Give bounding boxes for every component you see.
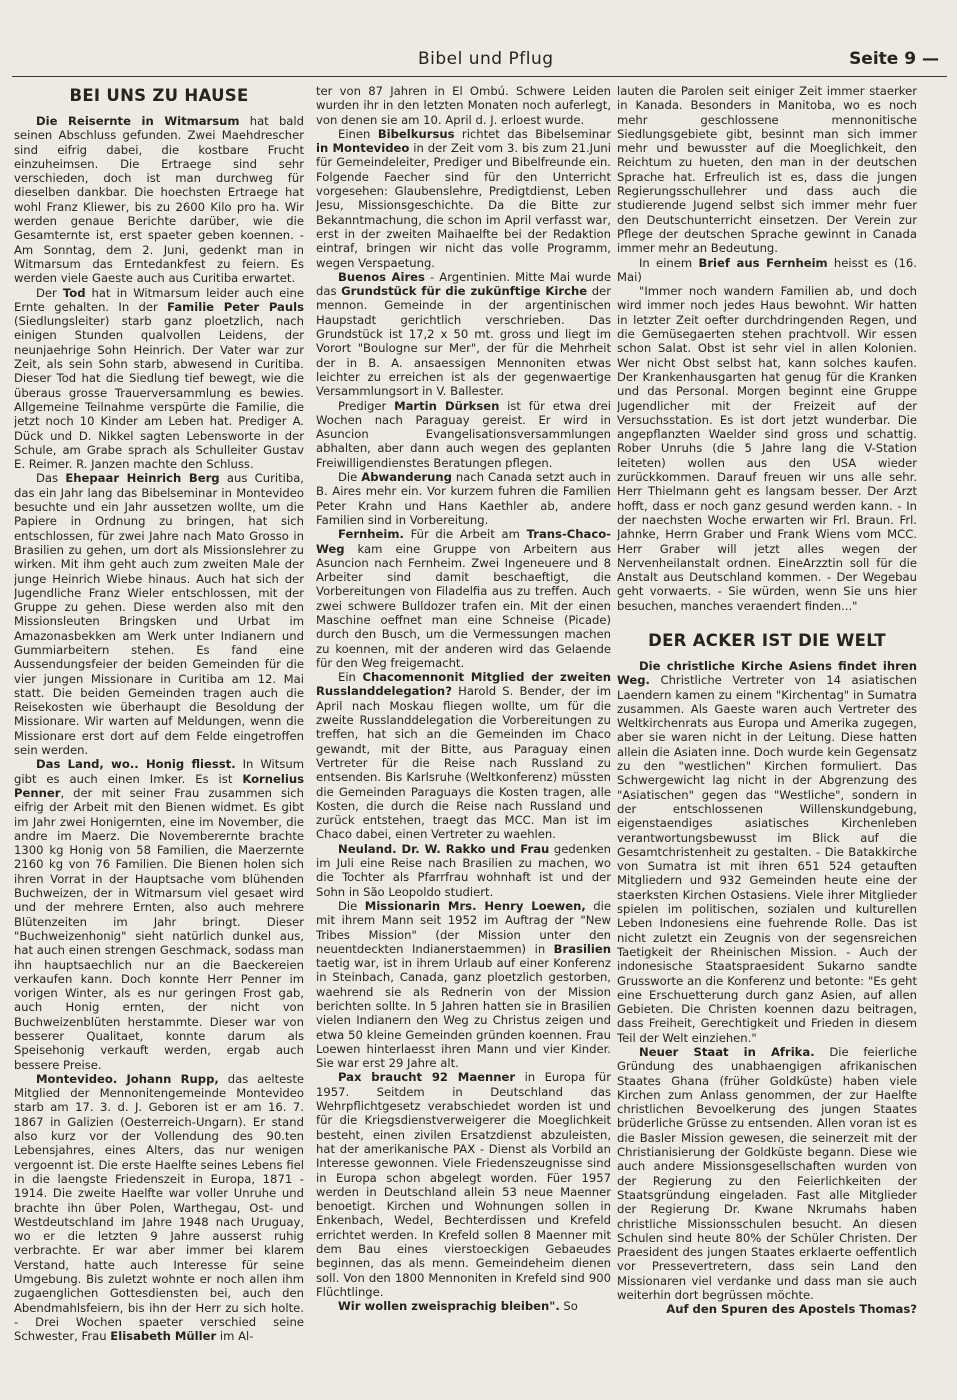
article-text: So: [559, 1299, 578, 1314]
article-kirche-asiens: [617, 659, 917, 1045]
article-lead: Auf den Spuren des Apostels Thomas?: [666, 1302, 917, 1317]
article-lead: Fernheim.: [338, 527, 404, 542]
article-text: aus Curitiba, das ein Jahr lang das Bibelseminar in Montevideo besuchte und ein Jahr aussetzen wollte, um die Papiere in Ordnung zu bringen, hat sich entschlossen, für zwei Jahre nach Mato Grosso in Brasilien zu gehen, um dort als Missionslehrer zu wirken. Mit ihm geht auch zum zweiten Male der junge Heinrich Wiebe hinaus. Auch hat sich der Jugendliche Franz Wieler entschlossen, mit der Gruppe zu gehen. Diese werden also mit den Missionsleuten Bringsken und Urbat im Amazonasbekken am Werk unter Indianern und Gummiarbeitern stehen. Es fand eine Aussendungsfeier der beiden Gemeinden für die vier jungen Missionare in Curitiba am 12. Mai statt. Die beiden Gemeinden tragen auch die Reisekosten wie überhaupt die Besoldung der Missionare. Wir warten auf Meldungen, wenn die Missionare erst dort auf dem Felde eingetroffen sein werden.: [14, 471, 304, 758]
article-text: Die feierliche Gründung des unabhaengigen afrikanischen Staates Ghana (früher Goldküste) haben viele Kirchen zum Anlass genommen, der zur Haelfte christlichen Bevoelkerung des jungen Staates brüderliche Grüsse zu entsenden. Allen voran ist es die Basler Mission gewesen, die seinerzeit mit der Christianisierung der Goldküste begann. Diese wie auch andere Missionsgesellschaften wurden von der Regierung zu den Feierlichkeiten der Staatsgründung eingeladen. Fast alle Mitglieder der Regierung Dr. Kwane Nkrumahs haben christliche Missionsschulen besucht. An diesen Schulen sind heute 80% der Schüler Christen. Der Praesident des jungen Staates erklaerte oeffentlich vor Pressevertretern, dass sein Land den Missionaren viel verdanke und dass man sie auch weiterhin dort begrüssen möchte.: [617, 1045, 917, 1303]
article-text: hat in Witmarsum leider auch eine Ernte gehalten. In der: [14, 285, 304, 314]
article-text: in Europa für 1957. Seitdem in Deutschland das Wehrpflichtgesetz verabschiedet worden ist und für die Kriegsdienstverweigerer die Moeglichkeit besteht, einen zivilen Ersatzdienst abzuleisten, hat der amerikanische PAX - Dienst als Vorbild an Interesse gewonnen. Viele Friedenszeugnisse sind in Europa schon abgelegt worden. Füer 1957 werden in Deutschland allein 53 neue Maenner benoetigt. Kirchen und Wohnungen sollen in Enkenbach, Wedel, Bechterdissen und Krefeld errichtet werden. In Krefeld sollen 8 Maenner mit dem Bau eines vierstoeckigen Gebaeudes beginnen, das als menn. Gemeindeheim dienen soll. Von den 1800 Mennoniten in Krefeld sind 900 Flüchtlinge.: [316, 1070, 611, 1299]
article-text: hat bald seinen Abschluss gefunden. Zwei Maehdrescher sind eifrig dabei, die kostbare Frucht einzuheimsen. Die Ertraege sind sehr verschieden, doch ist man durchweg für dieselben dankbar. Die hoechsten Ertraege hat wohl Franz Kliewer, bis zu 2600 Kilo pro ha. Wir werden genaue Berichte darüber, wie die Gesamternte ist, erst spaeter geben koennen. - Am Sonntag, dem 2. Juni, gedenkt man in Witmarsum das Erntedankfest zu feiern. Es werden viele Gaeste auch aus Curitiba erwartet.: [14, 114, 304, 286]
article-text: Harold S. Bender, der im April nach Moskau fliegen wollte, um für die zweite Russlanddelegation die Vorbereitungen zu treffen, hat sich an die Gemeinden im Chaco gewandt, mit der Bitte, aus Paraguay einen Vertreter für die Reise nach Russland zu entsenden. Bis Karlsruhe (Weltkonferenz) müssten die Gemeinden Paraguays die Kosten tragen, alle Kosten, die durch die Reise nach Russland und zurück entstehen, traegt das MCC. Man ist im Chaco dabei, einen Vertreter zu waehlen.: [316, 684, 611, 842]
article-lead: Ehepaar Heinrich Berg: [65, 471, 220, 486]
article-text: der mennon. Gemeinde in der argentinischen Haupstadt gerichtlich verschrieben. Das Grundstück ist 17,2 x 50 mt. gross und liegt im Vorort "Boulogne sur Mer", der für die Mehrheit der in B. A. ansaessigen Mennoniten etwas leichter zu erreichen ist als der gegenwaertige Versammlungsort in V. Ballester.: [316, 284, 611, 399]
article-johann-rupp: [14, 1072, 304, 1344]
article-tod: [14, 286, 304, 472]
article-ehepaar-berg: [14, 471, 304, 757]
article-neuer-staat-afrika: [617, 1045, 917, 1302]
article-lead: in Montevideo: [316, 141, 410, 156]
article-text: Einen: [338, 126, 378, 141]
article-text: lauten die Parolen seit einiger Zeit immer staerker in Kanada. Besonders in Manitoba, wo es noch mehr geschlossene mennonitische Siedlungsgebiete gibt, besinnt man sich immer mehr und bewusster auf die Moeglichkeit, den Reichtum zu hueten, den man in der deutschen Sprache hat. Erfreulich ist es, dass die jungen Regierungsschullehrer und dass auch die studierende Jugend selbst sich immer mehr fuer den Deutschunterricht einsetzen. Der Verein zur Pflege der deutschen Sprache gewinnt in Canada immer mehr an Bedeutung.: [617, 84, 917, 256]
article-text: Die: [338, 898, 365, 913]
article-lead: Chacomennonit Mitglied der zweiten Russlanddelegation?: [316, 670, 611, 699]
section-heading-der-acker-ist-die-welt: DER ACKER IST DIE WELT: [648, 630, 886, 650]
article-fernheim: [316, 527, 611, 670]
article-lead: Grundstück für die zukünftige Kirche: [341, 284, 588, 299]
column-1: [14, 84, 304, 1384]
article-lead: Die christliche Kirche Asiens findet ihren Weg.: [617, 658, 917, 688]
article-lead: Abwanderung: [361, 470, 452, 485]
article-bibelkursus: [316, 127, 611, 270]
article-text: in der Zeit vom 3. bis zum 21.Juni für Gemeindeleiter, Prediger und Bibelfreunde ein. Folgende Faecher sind für den Unterricht vorgesehen: Glaubenslehre, Predigtdienst, Leben Jesu, Missionsgeschichte. Da die Bitte zur Bekanntmachung, die schon im April verfasst war, erst in der zweiten Maihaelfte bei der Redaktion eintraf, bringen wir nicht das volle Programm, wegen Verspaetung.: [316, 141, 611, 270]
article-text: (Siedlungsleiter) starb ganz ploetzlich, nach einigen Stunden qualvollen Leidens, der neunjaehrige Sohn Heinrich. Der Vater war zur Zeit, als sein Sohn starb, abwesend in Curitiba. Dieser Tod hat die Siedlung tief bewegt, wie die überaus grosse Trauerversammlung es bewies. Allgemeine Teilnahme verspürte die Familie, die jetzt noch 10 Kinder am Leben hat. Prediger A. Dück und D. Nikkel sagten Lebensworte in der Schule, am Grabe sprach als Schulleiter Gustav E. Reimer. R. Janzen machte den Schluss.: [14, 314, 304, 472]
column-2: [316, 84, 611, 1384]
article-continuation: [617, 84, 917, 256]
article-pax: [316, 1070, 611, 1299]
article-text: Ein: [338, 670, 363, 685]
article-neuland: [316, 842, 611, 899]
article-lead: Montevideo. Johann Rupp,: [36, 1071, 219, 1086]
article-text: Prediger: [338, 398, 395, 413]
article-lead: Familie Peter Pauls: [167, 299, 304, 314]
article-text: Christliche Vertreter von 14 asiatischen Laendern kamen zu einem "Kirchentag" in Sumatra zusammen. Als Gaeste waren auch Vertreter des Weltkirchenrats aus Europa und Amerika zugegen, aber sie waren nicht in der Leitung. Diese hatten allein die Asiaten inne. Doch wurde kein Gegensatz zu den "westlichen" Kirchen formuliert. Das Schwergewicht lag nicht in der Abgrenzung des "Asiatischen" gegen das "Westliche", sondern in der entschlossenen Willenskundgebung, eigenstaendiges asiatisches Kirchenleben verantwortungsbewusst im Blick auf die Gesamtchristenheit zu gestalten. - Die Batakkirche von Sumatra ist mit ihren 651 524 getauften Mitgliedern und 932 Gemeinden heute eine der staerksten Kirchen Ostasiens. Viele ihrer Mitglieder spielen im politischen, sozialen und kulturellen Leben Indonesiens eine fuehrende Rolle. Das ist nicht zuletzt ein Zeugnis von der segensreichen Taetigkeit der Rheinischen Mission. - Auch der indonesische Staatspraesident Sukarno sandte Grussworte an die Konferenz und betonte: "Es geht eine Erschuetterung durch ganz Asien, auf allen Gebieten. Die Christen koennen dazu beitragen, dass Freiheit, Gerechtigkeit und Frieden in diesem Teil der Welt einziehen.": [617, 673, 917, 1045]
article-text: In Witsum gibt es auch einen Imker. Es ist: [14, 757, 304, 786]
article-lead: Pax braucht 92 Maenner: [338, 1070, 516, 1085]
article-lead: Neuland. Dr. W. Rakko und Frau: [338, 841, 550, 856]
page-header: [12, 46, 947, 77]
article-lead: Bibelkursus: [377, 126, 455, 141]
article-text: nach Canada setzt auch in B. Aires mehr ein. Vor kurzem fuhren die Familien Peter Krahn und Hans Kaethler ab, andere Familien sind in Vorbereitung.: [316, 470, 611, 527]
article-chacomennonit: [316, 670, 611, 842]
article-text: Für die Arbeit am: [403, 527, 527, 542]
article-text: Die: [338, 470, 362, 485]
article-text: - Argentinien. Mitte Mai wurde das: [316, 269, 611, 299]
article-text: im Al-: [216, 1329, 254, 1344]
article-lead: Wir wollen zweisprachig bleiben".: [338, 1299, 560, 1314]
article-text: "Immer noch wandern Familien ab, und doch wird immer noch jedes Haus bewohnt. Wir hatten in letzter Zeit oefter durchdringenden Regen, und die Gemüsegaerten stehen prachtvoll. Wir essen schon Salat. Obst ist sehr viel in allen Kolonien. Wer nicht Obst selbst hat, kann solches kaufen. Der Krankenhausgarten hat genug für die Kranken und das Personal. Morgen beginnt eine Gruppe Jugendlicher mit der Freizeit auf der Versuchsstation. Es ist dort jetzt wunderbar. Die angepflanzten Waelder sind gross und schattig. Rober Unruhs (die 5 Jahre lang die V-Station leiteten) wollen aus den USA wieder zurückkommen. Darauf freuen wir uns alle sehr. Herr Thielmann geht es langsam besser. Der Arzt hofft, dass er noch ganz gesund werden kann. - In der naechsten Woche erwarten wir Frl. Braun. Frl. Jahnke, Herrn Graber und Frank Wiens vom MCC. Herr Graber will jetzt alles wegen der Nervenheilanstalt ordnen. EineArzztin soll für die Anstalt aus Deutschland kommen. - Der Wegebau geht vorwaerts. - Sie würden, wenn Sie uns hier besuchen, manches veraendert finden...": [617, 284, 917, 613]
article-text: , der mit seiner Frau zusammen sich eifrig der Arbeit mit den Bienen widmet. Es gibt im Jahr zwei Honigernten, eine im November, die andre im Maerz. Die Novemberernte brachte 1300 kg Honig von 58 Familien, die Maerzernte 2160 kg von 76 Familien. Die Bienen holen sich ihren Vorrat in der Hauptsache vom blühenden Buchweizen, der in Witmarsum viel gesaet wird und der mehrere Ernten, also auch mehrere Blütenzeiten im Jahr bringt. Dieser "Buchweizenhonig" sieht natürlich dunkel aus, hat auch einen strengen Geschmack, sodass man ihn hauptsaechlich nur an die Baeckereien verkaufen kann. Doch konnte Herr Penner im vorigen Winter, als es nur geringen Frost gab, auch Honig ernten, der nicht von Buchweizenblüten herstammte. Dieser war von besserer Qualitaet, konnte darum als Speisehonig verkauft werden, ergab auch bessere Preise.: [14, 785, 304, 1072]
article-continuation: [316, 84, 611, 127]
article-lead: Trans-Chaco-Weg: [316, 527, 611, 556]
article-martin-duerksen: [316, 399, 611, 470]
article-buenos-aires: [316, 270, 611, 399]
article-honig: [14, 757, 304, 1072]
article-text: die mit ihrem Mann seit 1952 im Auftrag der "New Tribes Mission" (der Mission unter den neuentdeckten Indianerstaemmen) in: [316, 898, 611, 956]
article-text: das aelteste Mitglied der Mennonitengemeinde Montevideo starb am 17. 3. d. J. Geboren ist er am 16. 7. 1867 in Galizien (Oesterreich-Ungarn). Er stand also kurz vor der Vollendung des 90.ten Lebensjahres, eines Alters, das nur wenigen vergoennt ist. Die erste Haelfte seines Lebens fiel in die laengste Friedenszeit in Europa, 1871 - 1914. Die zweite Haelfte war voller Unruhe und brachte ihn über Polen, Warthegau, Ost- und Westdeutschland im Jahre 1948 nach Uruguay, wo er die letzten 9 Jahre ausserst ruhig verbrachte. Er war aber immer bei klarem Verstand, hatte auch Interesse für seine Umgebung. Bis zuletzt wohnte er noch allen ihm zugaenglichen Gottesdiensten bei, auch den Abendmahlsfeiern, bis ihn der Herr zu sich holte. - Drei Wochen spaeter verschied seine Schwester, Frau: [14, 1071, 304, 1344]
article-lead: Brief aus Fernheim: [698, 255, 828, 270]
article-text: ist für etwa drei Wochen nach Paraguay gereist. Er wird in Asuncion Evangelisationsversammlungen abhalten, aber dann auch wegen des geplanten Freiwilligendienstes Beratungen pflegen.: [316, 398, 611, 470]
article-lead: Martin Dürksen: [394, 398, 500, 413]
article-text: kam eine Gruppe von Arbeitern aus Asuncion nach Fernheim. Zwei Ingeneuere und 8 Arbeiter sind damit beschaeftigt, die Vorbereitungen von Filadelfia aus zu treffen. Auch zwei schwere Bulldozer trafen ein. Mit der einen Maschine oeffnet man eine Schneise (Picade) durch den Busch, um die Vermessungen machen zu koennen, mit der anderen wird das Gelaende für den Weg freigemacht.: [316, 541, 611, 670]
article-abwanderung: [316, 470, 611, 527]
article-text: ter von 87 Jahren in El Ombú. Schwere Leiden wurden ihr in den letzten Monaten noch auferlegt, von denen sie am 10. April d. J. erloest wurde.: [316, 84, 611, 127]
page-number: Seite 9 —: [849, 49, 939, 69]
article-text: Der: [36, 285, 63, 300]
article-lead: Missionarin Mrs. Henry Loewen,: [364, 898, 586, 913]
article-lead: Die Reisernte in Witmarsum: [36, 114, 240, 128]
article-missionarin-loewen: [316, 899, 611, 1071]
article-lead: Brasilien: [553, 941, 611, 956]
article-zweisprachig: [316, 1299, 611, 1313]
article-lead: Buenos Aires: [338, 269, 425, 284]
article-brief-quote: [617, 284, 917, 613]
article-lead: Elisabeth Müller: [110, 1329, 217, 1344]
section-heading-bei-uns-zu-hause: BEI UNS ZU HAUSE: [69, 86, 249, 105]
article-brief-fernheim: [617, 256, 917, 285]
article-text: heisst es (16. Mai): [617, 255, 917, 284]
article-apostel-thomas: [617, 1302, 917, 1316]
article-text: richtet das Bibelseminar: [454, 126, 611, 141]
publication-title: Bibel und Pflug: [418, 49, 554, 69]
article-lead: Kornelius Penner: [14, 771, 304, 800]
article-text: gedenken im Juli eine Reise nach Brasilien zu machen, wo die Tochter als Pfarrfrau wohnhaft ist und der Sohn in São Leopoldo studiert.: [316, 841, 611, 899]
article-text: In einem: [639, 255, 699, 270]
article-text: taetig war, ist in ihrem Urlaub auf einer Konferenz in Steinbach, Canada, ganz ploetzlich gestorben, waehrend sie als Rednerin von der Mission berichten sollte. In 5 Jahren hatten sie in Brasilien vielen Indianern den Weg zu Christus zeigen und etwa 50 kleine Gemeinden gründen koennen. Frau Loewen hinterlaesst ihren Mann und vier Kinder. Sie war erst 29 Jahre alt.: [316, 956, 611, 1071]
article-text: Das: [36, 471, 66, 486]
article-lead: Neuer Staat in Afrika.: [639, 1045, 815, 1059]
article-reisernte: [14, 114, 304, 286]
article-lead: Tod: [62, 285, 86, 300]
column-3: [617, 84, 917, 1384]
article-lead: Das Land, wo.. Honig fliesst.: [36, 757, 236, 772]
